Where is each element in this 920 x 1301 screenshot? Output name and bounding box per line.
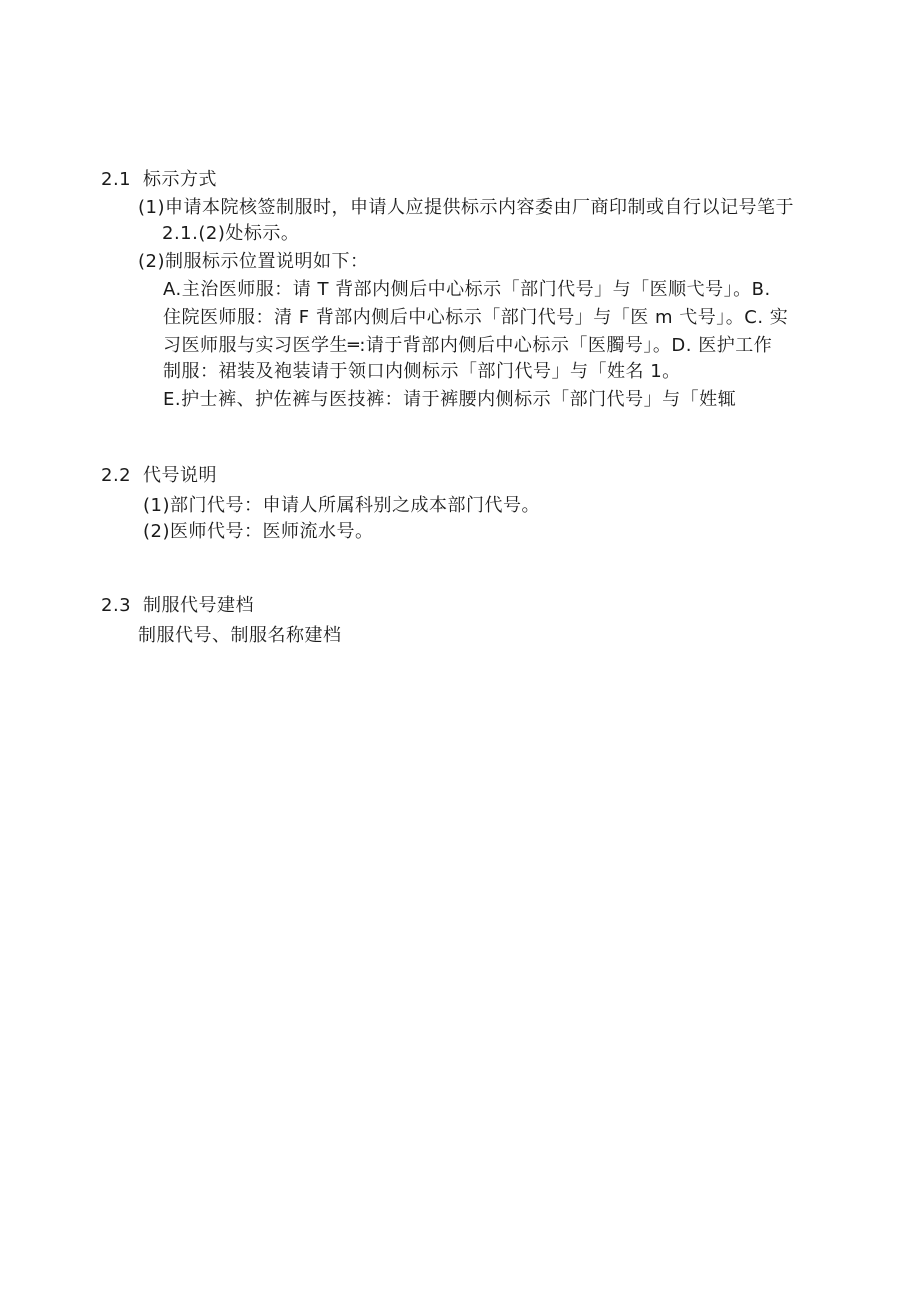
section-number: 2.1 — [101, 169, 132, 190]
section-title: 代号说明 — [143, 465, 217, 486]
paragraph-line: 习医师服与实习医学生═:请于背部内侧后中心标示「医臅号」。D. 医护工作 — [163, 335, 773, 356]
paragraph-line: 住院医师服：清 F 背部内侧后中心标示「部门代号」与「医 m 弋号」。C. 实 — [163, 307, 789, 328]
paragraph-line: (2)制服标示位置说明如下： — [138, 251, 369, 272]
section-title: 标示方式 — [143, 169, 217, 190]
paragraph-line: (1)部门代号：申请人所属科别之成本部门代号。 — [143, 495, 540, 516]
section-number: 2.3 — [101, 595, 132, 616]
section-title: 制服代号建档 — [143, 595, 254, 616]
section-heading-2-2 — [101, 464, 217, 488]
section-heading-2-1 — [101, 168, 217, 192]
paragraph-line: (1)申请本院核签制服时，申请人应提供标示内容委由厂商印制或自行以记号笔于 — [138, 197, 794, 218]
paragraph-line: 2.1.(2)处标示。 — [162, 223, 300, 244]
paragraph-line: E.护士裤、护佐裤与医技裤：请于裤腰内侧标示「部门代号」与「姓辄 — [163, 389, 737, 410]
paragraph-line: 制服代号、制服名称建档 — [138, 625, 342, 646]
paragraph-line: (2)医师代号：医师流水号。 — [143, 521, 374, 542]
section-heading-2-3 — [101, 594, 254, 618]
paragraph-line: A.主治医师服：请 T 背部内侧后中心标示「部门代号」与「医顺弋号」。B. — [163, 279, 771, 300]
section-number: 2.2 — [101, 465, 132, 486]
paragraph-line: 制服：裙装及袍装请于领口内侧标示「部门代号」与「姓名 1。 — [163, 361, 681, 382]
